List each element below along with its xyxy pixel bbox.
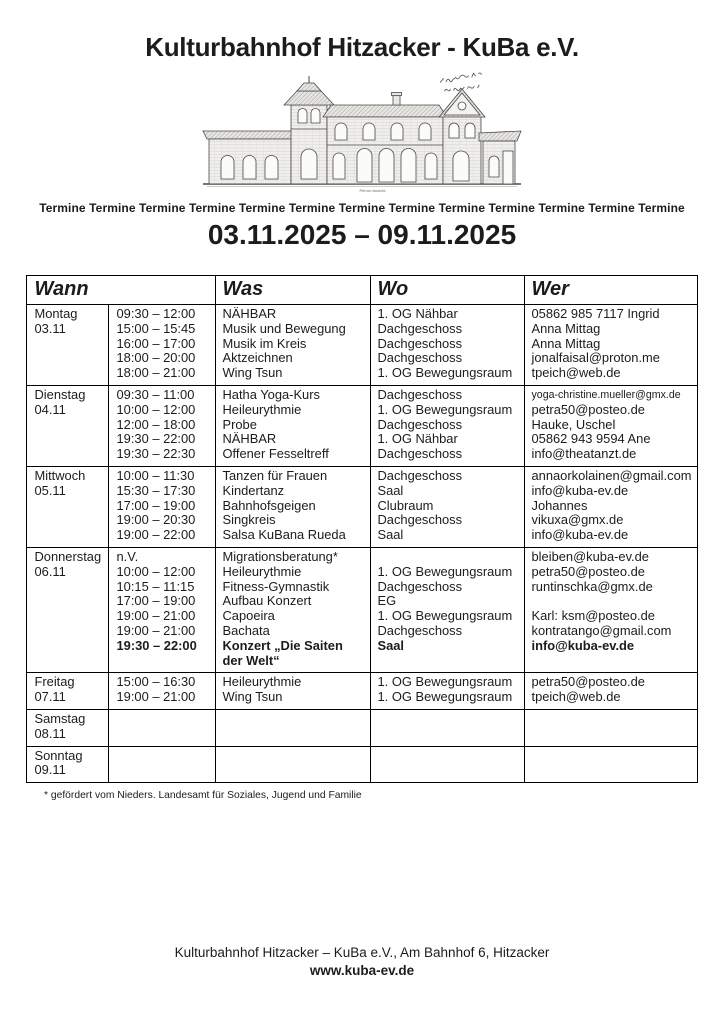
event-line: Heileurythmie bbox=[222, 563, 302, 579]
event-line: 09.11 bbox=[34, 762, 66, 778]
event-line: 19:30 – 22:00 bbox=[116, 431, 196, 447]
what-cell bbox=[215, 466, 370, 547]
what-cell bbox=[215, 709, 370, 746]
event-line bbox=[378, 550, 519, 565]
footer-address: Kulturbahnhof Hitzacker – KuBa e.V., Am Bahnhof 6, Hitzacker bbox=[174, 945, 550, 960]
footer-website: www.kuba-ev.de bbox=[309, 963, 415, 978]
page-title: Kulturbahnhof Hitzacker - KuBa e.V. bbox=[145, 32, 579, 62]
event-line: Bachata bbox=[222, 622, 270, 638]
table-row bbox=[27, 673, 697, 710]
header-row bbox=[27, 276, 697, 305]
event-line: NÄHBAR bbox=[222, 306, 277, 321]
what-cell bbox=[215, 305, 370, 386]
where-cell bbox=[370, 746, 524, 783]
event-line: 15:00 – 16:30 bbox=[116, 674, 196, 690]
event-line: 17:00 – 19:00 bbox=[116, 497, 196, 513]
day-cell bbox=[27, 305, 109, 386]
date-range: 03.11.2025 – 09.11.2025 bbox=[207, 219, 517, 250]
who-cell bbox=[524, 305, 697, 386]
station-image bbox=[0, 71, 724, 197]
event-line: Clubraum bbox=[377, 497, 434, 513]
table-row bbox=[27, 709, 697, 746]
event-line: Dachgeschoss bbox=[377, 512, 463, 528]
event-line: Dachgeschoss bbox=[377, 350, 463, 366]
day-cell bbox=[27, 746, 109, 783]
day-cell bbox=[27, 673, 109, 710]
event-line: 1. OG Bewegungsraum bbox=[377, 608, 513, 624]
event-line: Aufbau Konzert bbox=[222, 593, 312, 609]
event-line: yoga-christine.mueller@gmx.de bbox=[531, 388, 681, 401]
event-line: EG bbox=[377, 593, 397, 609]
event-line: Dachgeschoss bbox=[377, 386, 463, 402]
event-line: 05862 985 7117 Ingrid bbox=[531, 306, 660, 321]
event-line: annaorkolainen@gmail.com bbox=[531, 467, 692, 483]
table-row bbox=[27, 305, 697, 386]
table-row bbox=[27, 746, 697, 783]
event-line: 18:00 – 21:00 bbox=[116, 365, 196, 381]
where-cell bbox=[370, 305, 524, 386]
where-cell bbox=[370, 466, 524, 547]
who-cell bbox=[524, 466, 697, 547]
where-cell bbox=[370, 547, 524, 672]
event-line: 1. OG Bewegungsraum bbox=[377, 365, 513, 381]
where-cell bbox=[370, 673, 524, 710]
what-cell bbox=[215, 673, 370, 710]
event-line: 1. OG Bewegungsraum bbox=[377, 674, 513, 690]
day-cell bbox=[27, 385, 109, 466]
schedule-body bbox=[27, 305, 697, 783]
event-line: 19:00 – 20:30 bbox=[116, 512, 196, 528]
column-header-wo: Wo bbox=[370, 276, 524, 305]
event-line: Dachgeschoss bbox=[377, 335, 463, 351]
event-line: info@kuba-ev.de bbox=[531, 637, 635, 653]
event-line: Freitag bbox=[34, 674, 75, 690]
table-row bbox=[27, 385, 697, 466]
event-line: Wing Tsun bbox=[222, 689, 283, 705]
event-line: tpeich@web.de bbox=[531, 689, 621, 705]
event-line: 06.11 bbox=[34, 563, 66, 579]
event-line: info@kuba-ev.de bbox=[531, 527, 629, 543]
event-line: bleiben@kuba-ev.de bbox=[531, 548, 649, 564]
where-cell bbox=[370, 385, 524, 466]
event-line: Migrationsberatung* bbox=[222, 548, 338, 564]
event-line: Anna Mittag bbox=[531, 320, 601, 336]
event-line: petra50@posteo.de bbox=[531, 674, 645, 690]
who-cell bbox=[524, 746, 697, 783]
event-line: Fitness-Gymnastik bbox=[222, 578, 330, 594]
image-caption: Perron Ansicht. bbox=[359, 188, 387, 193]
event-line: 19:00 – 22:00 bbox=[116, 527, 196, 543]
who-cell bbox=[524, 385, 697, 466]
event-line: kontratango@gmail.com bbox=[531, 622, 672, 638]
who-cell bbox=[524, 709, 697, 746]
event-line: Bahnhofsgeigen bbox=[222, 497, 316, 513]
event-line: n.V. bbox=[116, 548, 139, 564]
schedule-table bbox=[26, 275, 697, 783]
event-line: Dienstag bbox=[34, 386, 86, 402]
station-drawing bbox=[197, 71, 527, 197]
event-line: jonalfaisal@proton.me bbox=[531, 350, 660, 366]
event-line: 1. OG Nähbar bbox=[377, 431, 458, 447]
event-line: Anna Mittag bbox=[531, 335, 601, 351]
event-line: NÄHBAR bbox=[222, 431, 277, 447]
event-line: Johannes bbox=[531, 497, 588, 513]
event-line: Aktzeichnen bbox=[222, 350, 293, 366]
what-cell bbox=[215, 547, 370, 672]
event-line: 16:00 – 17:00 bbox=[116, 335, 196, 351]
event-line: Sonntag bbox=[34, 747, 83, 763]
time-cell bbox=[109, 466, 215, 547]
event-line: Dachgeschoss bbox=[377, 578, 463, 594]
event-line: Musik und Bewegung bbox=[222, 320, 346, 336]
event-line: Offener Fesseltreff bbox=[222, 446, 329, 462]
who-cell bbox=[524, 547, 697, 672]
event-line: Singkreis bbox=[222, 512, 276, 528]
event-line: Konzert „Die Saiten der Welt“ bbox=[222, 637, 343, 668]
termine-line: Termine Termine Termine Termine Termine Termine Termine Termine Termine Termine Termine Termine Termine bbox=[39, 201, 685, 215]
event-line: Kindertanz bbox=[222, 482, 285, 498]
event-line: 04.11 bbox=[34, 401, 66, 417]
event-line: Dachgeschoss bbox=[377, 467, 463, 483]
column-header-wer: Wer bbox=[524, 276, 697, 305]
event-line: 19:00 – 21:00 bbox=[116, 689, 196, 705]
event-line: 15:30 – 17:30 bbox=[116, 482, 196, 498]
event-line: Samstag bbox=[34, 710, 86, 726]
what-cell bbox=[215, 746, 370, 783]
event-line: Donnerstag bbox=[34, 548, 102, 564]
event-line: 1. OG Bewegungsraum bbox=[377, 689, 513, 705]
what-cell bbox=[215, 385, 370, 466]
event-line: petra50@posteo.de bbox=[531, 401, 645, 417]
event-line: Dachgeschoss bbox=[377, 320, 463, 336]
time-cell bbox=[109, 385, 215, 466]
event-line: 12:00 – 18:00 bbox=[116, 416, 196, 432]
event-line: Musik im Kreis bbox=[222, 335, 307, 351]
event-line: 1. OG Bewegungsraum bbox=[377, 401, 513, 417]
event-line: 05.11 bbox=[34, 482, 66, 498]
event-line: 03.11 bbox=[34, 320, 66, 336]
event-line: info@kuba-ev.de bbox=[531, 482, 629, 498]
event-line: 05862 943 9594 Ane bbox=[531, 431, 651, 447]
time-cell bbox=[109, 305, 215, 386]
event-line: 18:00 – 20:00 bbox=[116, 350, 196, 366]
event-line: Dachgeschoss bbox=[377, 416, 463, 432]
event-line: 15:00 – 15:45 bbox=[116, 320, 196, 336]
event-line: tpeich@web.de bbox=[531, 365, 621, 381]
event-line: 10:00 – 11:30 bbox=[116, 467, 195, 483]
event-line: Saal bbox=[377, 527, 404, 543]
time-cell bbox=[109, 547, 215, 672]
event-line: Dachgeschoss bbox=[377, 622, 463, 638]
event-line: Hauke, Uschel bbox=[531, 416, 616, 432]
event-line: 09:30 – 12:00 bbox=[116, 306, 196, 321]
event-line: 19:30 – 22:30 bbox=[116, 446, 196, 462]
event-line: Wing Tsun bbox=[222, 365, 283, 381]
time-cell bbox=[109, 709, 215, 746]
event-line: Karl: ksm@posteo.de bbox=[531, 608, 655, 624]
event-line: 08.11 bbox=[34, 725, 66, 741]
event-line: Heileurythmie bbox=[222, 401, 302, 417]
event-line: petra50@posteo.de bbox=[531, 563, 645, 579]
event-line: runtinschka@gmx.de bbox=[531, 578, 653, 594]
event-line: 17:00 – 19:00 bbox=[116, 593, 196, 609]
page-footer bbox=[0, 944, 724, 980]
day-cell bbox=[27, 466, 109, 547]
event-line: Tanzen für Frauen bbox=[222, 467, 328, 483]
event-line: 07.11 bbox=[34, 689, 66, 705]
column-header-was: Was bbox=[215, 276, 370, 305]
day-cell bbox=[27, 709, 109, 746]
event-line: vikuxa@gmx.de bbox=[531, 512, 624, 528]
event-line: 1. OG Bewegungsraum bbox=[377, 563, 513, 579]
event-line: 09:30 – 11:00 bbox=[116, 386, 195, 402]
time-cell bbox=[109, 746, 215, 783]
event-line bbox=[532, 594, 692, 609]
where-cell bbox=[370, 709, 524, 746]
event-line: 19:30 – 22:00 bbox=[116, 637, 197, 653]
table-row bbox=[27, 547, 697, 672]
table-row bbox=[27, 466, 697, 547]
event-line: 10:00 – 12:00 bbox=[116, 563, 196, 579]
handwritten-annotation bbox=[440, 73, 483, 92]
event-line: Mittwoch bbox=[34, 467, 86, 483]
event-line: 19:00 – 21:00 bbox=[116, 608, 196, 624]
event-line: 10:15 – 11:15 bbox=[116, 578, 195, 594]
column-header-wann: Wann bbox=[27, 276, 215, 305]
who-cell bbox=[524, 673, 697, 710]
event-line: Salsa KuBana Rueda bbox=[222, 527, 346, 543]
day-cell bbox=[27, 547, 109, 672]
event-line: Probe bbox=[222, 416, 257, 432]
event-line: 1. OG Nähbar bbox=[377, 306, 458, 321]
event-line: Dachgeschoss bbox=[377, 446, 463, 462]
event-line: info@theatanzt.de bbox=[531, 446, 637, 462]
event-line: Saal bbox=[377, 482, 404, 498]
event-line: Montag bbox=[34, 306, 78, 321]
event-line: Saal bbox=[377, 637, 405, 653]
footnote: * gefördert vom Nieders. Landesamt für Soziales, Jugend und Familie bbox=[44, 790, 362, 802]
event-line: Heileurythmie bbox=[222, 674, 302, 690]
event-line: 19:00 – 21:00 bbox=[116, 622, 196, 638]
event-line: 10:00 – 12:00 bbox=[116, 401, 196, 417]
event-line: Capoeira bbox=[222, 608, 275, 624]
time-cell bbox=[109, 673, 215, 710]
event-line: Hatha Yoga-Kurs bbox=[222, 386, 320, 402]
